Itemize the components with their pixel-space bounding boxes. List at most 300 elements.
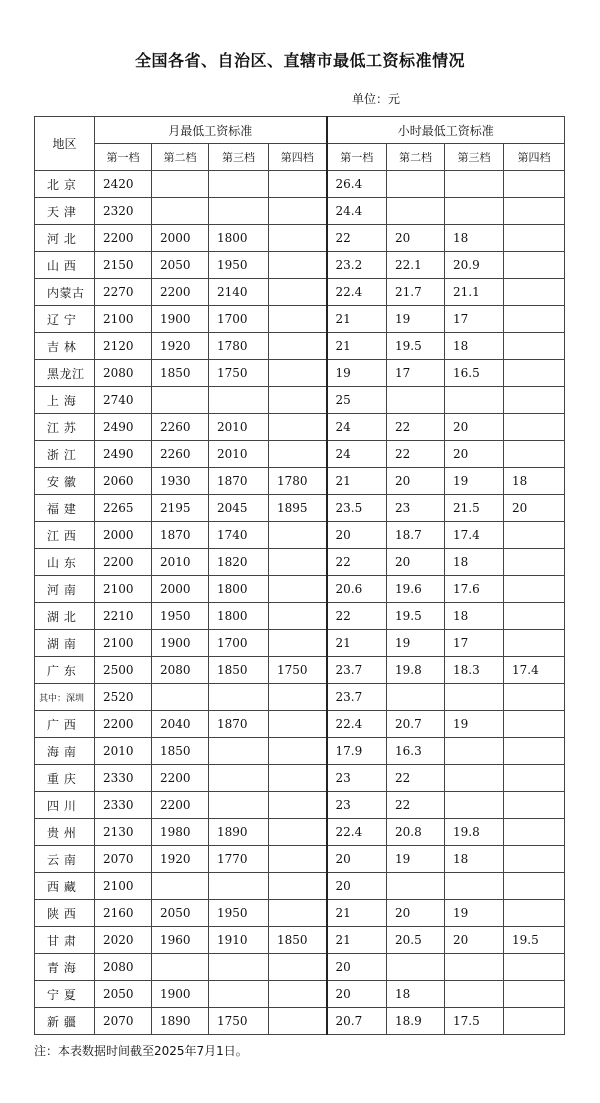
hourly-tier-4-cell bbox=[504, 873, 565, 900]
hourly-tier-2-cell bbox=[387, 387, 445, 414]
monthly-tier-3-cell: 1700 bbox=[209, 306, 269, 333]
hourly-tier-3-cell: 18.3 bbox=[445, 657, 504, 684]
hourly-tier-3-cell bbox=[445, 198, 504, 225]
region-cell: 陕 西 bbox=[35, 900, 95, 927]
hourly-tier-2-cell: 21.7 bbox=[387, 279, 445, 306]
monthly-tier-2-cell: 2200 bbox=[152, 792, 209, 819]
monthly-tier-3-cell: 1740 bbox=[209, 522, 269, 549]
table-row bbox=[35, 360, 565, 387]
monthly-tier-1-cell: 2740 bbox=[95, 387, 152, 414]
monthly-tier-4-cell bbox=[269, 711, 327, 738]
region-cell: 广 东 bbox=[35, 657, 95, 684]
monthly-tier-1-cell: 2270 bbox=[95, 279, 152, 306]
hourly-tier-3-cell: 20 bbox=[445, 441, 504, 468]
monthly-tier-2-cell: 2000 bbox=[152, 576, 209, 603]
hourly-tier-4-cell bbox=[504, 630, 565, 657]
monthly-tier-3-cell: 1870 bbox=[209, 711, 269, 738]
monthly-tier-2-cell: 1950 bbox=[152, 603, 209, 630]
hourly-tier-2-cell: 20.7 bbox=[387, 711, 445, 738]
hourly-tier-3-cell: 20.9 bbox=[445, 252, 504, 279]
monthly-tier-2-cell: 2050 bbox=[152, 252, 209, 279]
hourly-tier-3-cell bbox=[445, 954, 504, 981]
hourly-tier-4-cell bbox=[504, 522, 565, 549]
monthly-tier-1-cell: 2210 bbox=[95, 603, 152, 630]
hourly-tier-3-cell: 17.4 bbox=[445, 522, 504, 549]
region-cell: 云 南 bbox=[35, 846, 95, 873]
hourly-tier-3-cell bbox=[445, 171, 504, 198]
hourly-tier-1-cell: 23 bbox=[327, 765, 387, 792]
hourly-tier-2-cell: 20 bbox=[387, 468, 445, 495]
monthly-tier-4-cell bbox=[269, 900, 327, 927]
hourly-tier-4-cell bbox=[504, 549, 565, 576]
monthly-tier-2-cell bbox=[152, 954, 209, 981]
monthly-tier-2-cell: 2000 bbox=[152, 225, 209, 252]
monthly-tier-2-cell: 1900 bbox=[152, 306, 209, 333]
region-cell: 河 南 bbox=[35, 576, 95, 603]
hourly-tier-4-cell: 17.4 bbox=[504, 657, 565, 684]
region-cell: 四 川 bbox=[35, 792, 95, 819]
monthly-tier-3-cell bbox=[209, 171, 269, 198]
monthly-tier-1-cell: 2060 bbox=[95, 468, 152, 495]
monthly-tier-3-cell: 2010 bbox=[209, 441, 269, 468]
table-row bbox=[35, 414, 565, 441]
region-cell: 广 西 bbox=[35, 711, 95, 738]
table-row bbox=[35, 846, 565, 873]
hourly-tier-1-cell: 23 bbox=[327, 792, 387, 819]
monthly-tier-4-cell bbox=[269, 981, 327, 1008]
hourly-tier-2-cell: 19 bbox=[387, 630, 445, 657]
region-cell: 安 徽 bbox=[35, 468, 95, 495]
monthly-tier-4-cell bbox=[269, 603, 327, 630]
region-cell: 天 津 bbox=[35, 198, 95, 225]
region-cell: 湖 北 bbox=[35, 603, 95, 630]
table-row bbox=[35, 738, 565, 765]
hourly-tier-2-cell: 20.5 bbox=[387, 927, 445, 954]
hourly-tier-1-cell: 23.2 bbox=[327, 252, 387, 279]
monthly-tier-1-cell: 2330 bbox=[95, 765, 152, 792]
hourly-tier-2-cell bbox=[387, 171, 445, 198]
hourly-tier-1-cell: 21 bbox=[327, 630, 387, 657]
hourly-tier-4-cell bbox=[504, 819, 565, 846]
hourly-tier-1-cell: 25 bbox=[327, 387, 387, 414]
table-row bbox=[35, 198, 565, 225]
hourly-tier-4-cell bbox=[504, 603, 565, 630]
hourly-tier-4-cell: 19.5 bbox=[504, 927, 565, 954]
region-cell: 北 京 bbox=[35, 171, 95, 198]
region-cell: 江 苏 bbox=[35, 414, 95, 441]
monthly-tier-1-cell: 2000 bbox=[95, 522, 152, 549]
hourly-tier-4-cell bbox=[504, 765, 565, 792]
monthly-tier-2-cell: 1890 bbox=[152, 1008, 209, 1035]
hourly-tier-1-cell: 20 bbox=[327, 522, 387, 549]
hourly-tier-4-cell bbox=[504, 711, 565, 738]
hourly-tier-4-cell bbox=[504, 846, 565, 873]
hourly-tier-2-cell bbox=[387, 954, 445, 981]
hourly-tier-4-cell bbox=[504, 414, 565, 441]
hourly-tier-3-cell: 19.8 bbox=[445, 819, 504, 846]
hourly-tier-3-cell: 21.5 bbox=[445, 495, 504, 522]
region-cell: 宁 夏 bbox=[35, 981, 95, 1008]
monthly-tier-3-cell bbox=[209, 981, 269, 1008]
hourly-tier-1-cell: 22.4 bbox=[327, 279, 387, 306]
hourly-tier-2-cell: 18.7 bbox=[387, 522, 445, 549]
hourly-tier-3-header: 第三档 bbox=[445, 144, 504, 171]
table-row bbox=[35, 576, 565, 603]
monthly-tier-2-cell: 1900 bbox=[152, 630, 209, 657]
monthly-tier-1-cell: 2500 bbox=[95, 657, 152, 684]
hourly-tier-2-cell bbox=[387, 684, 445, 711]
region-cell: 重 庆 bbox=[35, 765, 95, 792]
monthly-tier-1-cell: 2130 bbox=[95, 819, 152, 846]
hourly-tier-4-cell bbox=[504, 792, 565, 819]
region-cell: 贵 州 bbox=[35, 819, 95, 846]
monthly-tier-4-cell bbox=[269, 360, 327, 387]
monthly-tier-4-cell: 1850 bbox=[269, 927, 327, 954]
monthly-tier-1-cell: 2320 bbox=[95, 198, 152, 225]
table-row bbox=[35, 549, 565, 576]
table-row bbox=[35, 630, 565, 657]
monthly-tier-4-cell bbox=[269, 819, 327, 846]
hourly-tier-2-cell: 18.9 bbox=[387, 1008, 445, 1035]
hourly-tier-1-cell: 20.6 bbox=[327, 576, 387, 603]
hourly-tier-2-cell: 19.5 bbox=[387, 603, 445, 630]
monthly-tier-3-cell: 1800 bbox=[209, 576, 269, 603]
region-cell: 福 建 bbox=[35, 495, 95, 522]
hourly-tier-2-cell: 23 bbox=[387, 495, 445, 522]
hourly-tier-3-cell: 19 bbox=[445, 900, 504, 927]
hourly-tier-4-cell bbox=[504, 279, 565, 306]
hourly-tier-1-cell: 22.4 bbox=[327, 711, 387, 738]
monthly-tier-1-cell: 2200 bbox=[95, 549, 152, 576]
hourly-tier-2-cell: 22 bbox=[387, 441, 445, 468]
monthly-tier-4-cell bbox=[269, 576, 327, 603]
page-title: 全国各省、自治区、直辖市最低工资标准情况 bbox=[134, 51, 465, 70]
hourly-tier-4-cell bbox=[504, 306, 565, 333]
monthly-tier-1-cell: 2080 bbox=[95, 360, 152, 387]
monthly-tier-3-cell bbox=[209, 954, 269, 981]
monthly-tier-1-cell: 2100 bbox=[95, 873, 152, 900]
hourly-tier-4-cell bbox=[504, 360, 565, 387]
monthly-tier-3-header: 第三档 bbox=[209, 144, 269, 171]
hourly-tier-1-cell: 21 bbox=[327, 468, 387, 495]
monthly-tier-2-cell: 2195 bbox=[152, 495, 209, 522]
monthly-tier-3-cell: 1910 bbox=[209, 927, 269, 954]
table-row bbox=[35, 792, 565, 819]
hourly-tier-3-cell bbox=[445, 792, 504, 819]
monthly-tier-3-cell: 1750 bbox=[209, 360, 269, 387]
table-row bbox=[35, 603, 565, 630]
monthly-tier-4-cell bbox=[269, 792, 327, 819]
monthly-tier-3-cell: 2010 bbox=[209, 414, 269, 441]
monthly-tier-4-cell bbox=[269, 414, 327, 441]
region-cell: 辽 宁 bbox=[35, 306, 95, 333]
hourly-tier-3-cell: 16.5 bbox=[445, 360, 504, 387]
hourly-tier-1-cell: 23.7 bbox=[327, 657, 387, 684]
monthly-tier-4-cell bbox=[269, 738, 327, 765]
monthly-tier-4-cell bbox=[269, 252, 327, 279]
hourly-tier-3-cell: 17.6 bbox=[445, 576, 504, 603]
monthly-tier-2-cell: 2010 bbox=[152, 549, 209, 576]
monthly-tier-2-cell bbox=[152, 684, 209, 711]
hourly-tier-2-cell: 22.1 bbox=[387, 252, 445, 279]
hourly-tier-2-cell bbox=[387, 198, 445, 225]
monthly-tier-4-cell: 1895 bbox=[269, 495, 327, 522]
monthly-tier-2-cell bbox=[152, 387, 209, 414]
hourly-tier-3-cell: 18 bbox=[445, 603, 504, 630]
hourly-tier-1-cell: 22 bbox=[327, 225, 387, 252]
hourly-tier-3-cell: 20 bbox=[445, 927, 504, 954]
hourly-tier-2-cell: 19 bbox=[387, 306, 445, 333]
hourly-tier-4-cell bbox=[504, 441, 565, 468]
monthly-tier-2-cell: 1870 bbox=[152, 522, 209, 549]
monthly-tier-3-cell: 1800 bbox=[209, 603, 269, 630]
monthly-tier-4-cell bbox=[269, 765, 327, 792]
monthly-tier-3-cell bbox=[209, 198, 269, 225]
monthly-tier-4-cell bbox=[269, 333, 327, 360]
monthly-tier-3-cell bbox=[209, 765, 269, 792]
monthly-tier-4-cell bbox=[269, 171, 327, 198]
table-row bbox=[35, 711, 565, 738]
region-cell: 甘 肃 bbox=[35, 927, 95, 954]
table-row bbox=[35, 333, 565, 360]
table-row bbox=[35, 900, 565, 927]
hourly-tier-4-cell bbox=[504, 900, 565, 927]
table-row bbox=[35, 873, 565, 900]
monthly-tier-4-cell bbox=[269, 846, 327, 873]
hourly-tier-2-header: 第二档 bbox=[387, 144, 445, 171]
hourly-tier-2-cell: 20 bbox=[387, 900, 445, 927]
hourly-tier-3-cell bbox=[445, 873, 504, 900]
monthly-tier-1-cell: 2120 bbox=[95, 333, 152, 360]
table-row bbox=[35, 441, 565, 468]
monthly-tier-1-cell: 2150 bbox=[95, 252, 152, 279]
monthly-tier-4-cell: 1750 bbox=[269, 657, 327, 684]
region-cell: 河 北 bbox=[35, 225, 95, 252]
monthly-tier-3-cell bbox=[209, 684, 269, 711]
hourly-tier-4-cell bbox=[504, 198, 565, 225]
monthly-tier-2-cell: 2040 bbox=[152, 711, 209, 738]
monthly-tier-1-cell: 2330 bbox=[95, 792, 152, 819]
monthly-tier-4-cell bbox=[269, 279, 327, 306]
footnote: 注：本表数据时间截至2025年7月1日。 bbox=[34, 1044, 248, 1058]
table-row bbox=[35, 387, 565, 414]
hourly-tier-3-cell bbox=[445, 684, 504, 711]
monthly-tier-2-cell: 1900 bbox=[152, 981, 209, 1008]
monthly-tier-1-cell: 2420 bbox=[95, 171, 152, 198]
minimum-wage-table bbox=[34, 116, 565, 1035]
monthly-tier-2-cell bbox=[152, 171, 209, 198]
monthly-tier-2-cell bbox=[152, 873, 209, 900]
hourly-tier-1-cell: 21 bbox=[327, 333, 387, 360]
hourly-tier-1-cell: 26.4 bbox=[327, 171, 387, 198]
monthly-tier-1-cell: 2490 bbox=[95, 414, 152, 441]
table-row bbox=[35, 252, 565, 279]
monthly-tier-2-cell: 2200 bbox=[152, 765, 209, 792]
monthly-tier-3-cell: 1890 bbox=[209, 819, 269, 846]
region-column-header: 地区 bbox=[35, 117, 95, 171]
hourly-tier-4-cell bbox=[504, 225, 565, 252]
region-cell: 山 西 bbox=[35, 252, 95, 279]
table-row bbox=[35, 279, 565, 306]
hourly-tier-2-cell: 19.5 bbox=[387, 333, 445, 360]
table-row bbox=[35, 1008, 565, 1035]
table-row bbox=[35, 765, 565, 792]
monthly-tier-4-cell bbox=[269, 873, 327, 900]
hourly-tier-2-cell: 19.6 bbox=[387, 576, 445, 603]
monthly-tier-1-cell: 2520 bbox=[95, 684, 152, 711]
hourly-tier-4-header: 第四档 bbox=[504, 144, 565, 171]
monthly-tier-4-cell bbox=[269, 441, 327, 468]
hourly-tier-1-cell: 20 bbox=[327, 873, 387, 900]
hourly-tier-3-cell: 18 bbox=[445, 846, 504, 873]
monthly-tier-4-cell bbox=[269, 306, 327, 333]
monthly-tier-2-cell: 1920 bbox=[152, 846, 209, 873]
hourly-tier-3-cell bbox=[445, 387, 504, 414]
monthly-tier-3-cell bbox=[209, 792, 269, 819]
table-row bbox=[35, 684, 565, 711]
monthly-tier-4-cell bbox=[269, 198, 327, 225]
hourly-tier-1-cell: 24.4 bbox=[327, 198, 387, 225]
region-cell: 新 疆 bbox=[35, 1008, 95, 1035]
hourly-tier-2-cell: 19.8 bbox=[387, 657, 445, 684]
hourly-tier-1-cell: 22 bbox=[327, 549, 387, 576]
hourly-tier-2-cell: 22 bbox=[387, 765, 445, 792]
region-cell: 黑龙江 bbox=[35, 360, 95, 387]
monthly-tier-3-cell: 1820 bbox=[209, 549, 269, 576]
monthly-tier-4-cell bbox=[269, 1008, 327, 1035]
hourly-tier-1-cell: 21 bbox=[327, 927, 387, 954]
hourly-tier-1-cell: 24 bbox=[327, 414, 387, 441]
monthly-tier-1-cell: 2100 bbox=[95, 630, 152, 657]
hourly-tier-1-cell: 23.7 bbox=[327, 684, 387, 711]
hourly-tier-3-cell: 18 bbox=[445, 549, 504, 576]
hourly-tier-1-cell: 19 bbox=[327, 360, 387, 387]
region-cell: 湖 南 bbox=[35, 630, 95, 657]
monthly-tier-4-cell: 1780 bbox=[269, 468, 327, 495]
hourly-tier-3-cell: 18 bbox=[445, 225, 504, 252]
monthly-tier-1-cell: 2265 bbox=[95, 495, 152, 522]
monthly-tier-4-cell bbox=[269, 225, 327, 252]
region-cell: 海 南 bbox=[35, 738, 95, 765]
monthly-tier-2-header: 第二档 bbox=[152, 144, 209, 171]
region-cell: 其中：深圳 bbox=[35, 684, 95, 711]
monthly-tier-4-cell bbox=[269, 684, 327, 711]
monthly-tier-1-cell: 2200 bbox=[95, 225, 152, 252]
hourly-tier-2-cell: 22 bbox=[387, 792, 445, 819]
hourly-tier-3-cell: 21.1 bbox=[445, 279, 504, 306]
monthly-tier-3-cell: 1770 bbox=[209, 846, 269, 873]
monthly-tier-2-cell: 1850 bbox=[152, 738, 209, 765]
hourly-tier-3-cell: 17 bbox=[445, 306, 504, 333]
region-cell: 青 海 bbox=[35, 954, 95, 981]
monthly-tier-3-cell: 1750 bbox=[209, 1008, 269, 1035]
monthly-tier-4-cell bbox=[269, 954, 327, 981]
hourly-tier-4-cell bbox=[504, 981, 565, 1008]
hourly-tier-1-cell: 21 bbox=[327, 900, 387, 927]
hourly-tier-2-cell: 16.3 bbox=[387, 738, 445, 765]
monthly-tier-3-cell bbox=[209, 738, 269, 765]
monthly-tier-2-cell: 2080 bbox=[152, 657, 209, 684]
monthly-tier-3-cell: 1870 bbox=[209, 468, 269, 495]
hourly-tier-2-cell: 20.8 bbox=[387, 819, 445, 846]
hourly-tier-1-cell: 20.7 bbox=[327, 1008, 387, 1035]
hourly-tier-2-cell: 20 bbox=[387, 549, 445, 576]
hourly-tier-1-cell: 21 bbox=[327, 306, 387, 333]
monthly-tier-1-cell: 2490 bbox=[95, 441, 152, 468]
hourly-tier-1-cell: 22.4 bbox=[327, 819, 387, 846]
monthly-tier-3-cell bbox=[209, 873, 269, 900]
hourly-tier-2-cell: 17 bbox=[387, 360, 445, 387]
hourly-tier-2-cell: 22 bbox=[387, 414, 445, 441]
hourly-tier-4-cell: 20 bbox=[504, 495, 565, 522]
monthly-tier-1-cell: 2020 bbox=[95, 927, 152, 954]
hourly-tier-4-cell bbox=[504, 252, 565, 279]
monthly-tier-1-cell: 2010 bbox=[95, 738, 152, 765]
table-row bbox=[35, 306, 565, 333]
monthly-tier-2-cell: 2200 bbox=[152, 279, 209, 306]
hourly-tier-1-cell: 20 bbox=[327, 981, 387, 1008]
table-row bbox=[35, 657, 565, 684]
monthly-tier-3-cell: 2140 bbox=[209, 279, 269, 306]
monthly-tier-2-cell bbox=[152, 198, 209, 225]
table-row bbox=[35, 225, 565, 252]
hourly-tier-3-cell bbox=[445, 981, 504, 1008]
hourly-tier-2-cell: 20 bbox=[387, 225, 445, 252]
hourly-tier-3-cell: 20 bbox=[445, 414, 504, 441]
monthly-tier-3-cell: 1950 bbox=[209, 900, 269, 927]
table-row bbox=[35, 495, 565, 522]
hourly-tier-3-cell: 19 bbox=[445, 468, 504, 495]
hourly-tier-3-cell: 17.5 bbox=[445, 1008, 504, 1035]
monthly-tier-2-cell: 2260 bbox=[152, 441, 209, 468]
table-row bbox=[35, 171, 565, 198]
monthly-tier-1-cell: 2080 bbox=[95, 954, 152, 981]
hourly-tier-3-cell: 19 bbox=[445, 711, 504, 738]
table-row bbox=[35, 819, 565, 846]
table-row bbox=[35, 522, 565, 549]
monthly-tier-4-cell bbox=[269, 630, 327, 657]
monthly-tier-4-cell bbox=[269, 549, 327, 576]
monthly-tier-4-header: 第四档 bbox=[269, 144, 327, 171]
hourly-tier-4-cell bbox=[504, 333, 565, 360]
monthly-tier-3-cell: 2045 bbox=[209, 495, 269, 522]
monthly-tier-1-cell: 2100 bbox=[95, 576, 152, 603]
monthly-tier-2-cell: 1960 bbox=[152, 927, 209, 954]
hourly-tier-3-cell bbox=[445, 738, 504, 765]
hourly-tier-4-cell bbox=[504, 171, 565, 198]
monthly-tier-4-cell bbox=[269, 522, 327, 549]
table-row bbox=[35, 927, 565, 954]
hourly-tier-2-cell: 19 bbox=[387, 846, 445, 873]
region-cell: 西 藏 bbox=[35, 873, 95, 900]
monthly-standard-header: 月最低工资标准 bbox=[95, 117, 327, 144]
hourly-standard-header: 小时最低工资标准 bbox=[327, 117, 565, 144]
hourly-tier-4-cell bbox=[504, 1008, 565, 1035]
table-row bbox=[35, 954, 565, 981]
monthly-tier-3-cell bbox=[209, 387, 269, 414]
hourly-tier-1-cell: 22 bbox=[327, 603, 387, 630]
hourly-tier-4-cell bbox=[504, 576, 565, 603]
region-cell: 上 海 bbox=[35, 387, 95, 414]
region-cell: 内蒙古 bbox=[35, 279, 95, 306]
unit-label: 单位：元 bbox=[352, 92, 401, 106]
hourly-tier-1-cell: 20 bbox=[327, 846, 387, 873]
monthly-tier-1-cell: 2050 bbox=[95, 981, 152, 1008]
hourly-tier-4-cell: 18 bbox=[504, 468, 565, 495]
monthly-tier-3-cell: 1780 bbox=[209, 333, 269, 360]
table-row bbox=[35, 981, 565, 1008]
hourly-tier-1-cell: 17.9 bbox=[327, 738, 387, 765]
